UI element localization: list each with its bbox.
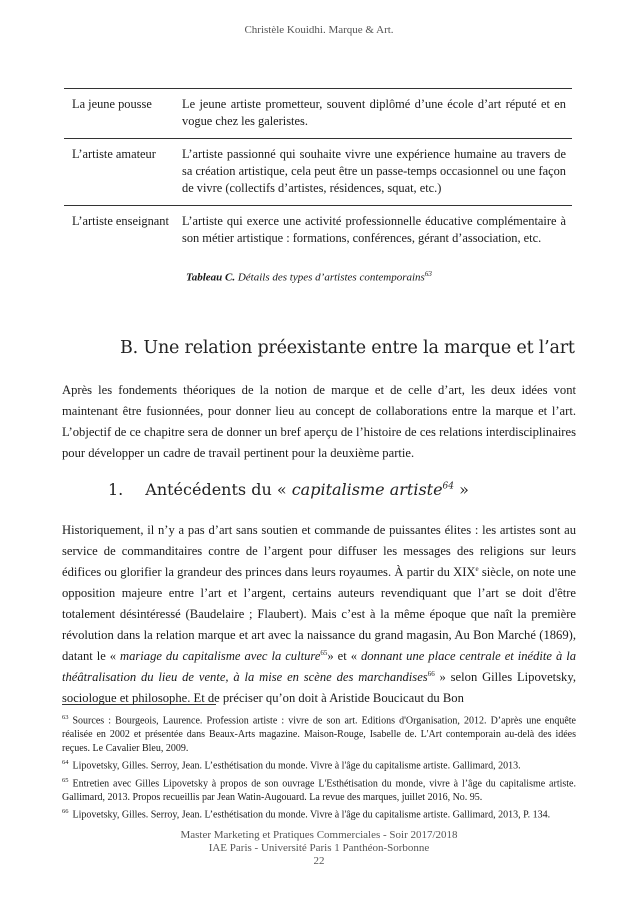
footnote-text: Sources : Bourgeois, Laurence. Profession artiste : vivre de son art. Editions d'Organisation, 2012. D’après une enquête réalisée en 2002 et présentée dans Beaux-Arts magazine. Maison-Rouge, Isabelle de. L'Art contemporain au-delà des idées reçues. Le Cavalier Bleu, 2009. — [62, 715, 576, 755]
subsection-title-end: » — [454, 480, 469, 499]
caption-label: Tableau C. — [186, 271, 236, 284]
paragraph-text: » selon Gilles Lipovetsky, sociologue et philosophe. Et de préciser qu’on doit à Aristide Boucicaut du Bon — [62, 670, 576, 705]
table-term: L’artiste amateur — [64, 139, 176, 206]
subsection-title-italic: capitalisme artiste — [291, 480, 443, 499]
footnote-number: 63 — [62, 714, 69, 721]
intro-paragraph: Après les fondements théoriques de la notion de marque et de celle d’art, les deux idées vont maintenant être fusionnées, pour donner lieu au concept de collaborations entre la marque et l’art. L’objectif de ce chapitre sera de donner un bref aperçu de l’histoire de ces relations interdisciplinaires pour développer un cadre de travail pertinent pour la deuxième partie. — [62, 383, 576, 460]
section-title-text: Une relation préexistante entre la marque et l’art — [138, 338, 575, 358]
italic-quote: mariage du capitalisme avec la culture — [120, 649, 321, 663]
footnote-ref: 65 — [320, 648, 328, 657]
paragraph-text: » et « — [327, 649, 361, 663]
running-head: Christèle Kouidhi. Marque & Art. — [244, 24, 394, 36]
footnote-text: Lipovetsky, Gilles. Serroy, Jean. L’esthétisation du monde. Vivre à l'âge du capitalisme artiste. Gallimard, 2013, P. 134. — [72, 809, 551, 821]
footnote-text: Lipovetsky, Gilles. Serroy, Jean. L’esthétisation du monde. Vivre à l'âge du capitalisme artiste. Gallimard, 2013. — [72, 760, 521, 772]
section-title — [120, 338, 575, 358]
footnote-ref: 66 — [427, 669, 435, 678]
table-term: L’artiste enseignant — [72, 214, 169, 228]
table-description: Le jeune artiste prometteur, souvent diplômé d’une école d’art réputé et en vogue chez les galeristes. — [176, 89, 572, 139]
table-row — [64, 89, 572, 139]
paragraph-text: siècle, on note une opposition majeure entre l’art et l’argent, certains auteurs revendiquant que l’art se doit d'être totalement désintéressé (Baudelaire ; Flaubert). Mais c’est à la même époque que naît la première révolution dans la relation marque et art avec la naissance du grand magasin, Au Bon Marché (1869), datant le « — [62, 565, 576, 663]
footnote — [62, 711, 576, 756]
footnotes — [62, 711, 576, 822]
table-caption — [186, 270, 432, 284]
footnote-text: Entretien avec Gilles Lipovetsky à propos de son ouvrage L'Esthétisation du monde, vivre à l’âge du capitalisme artiste. Gallimard, 2013. Propos recueillis par Jean Watin-Augouard. La revue des marques, juillet 2016, No. 95. — [62, 777, 576, 803]
footnote-number: 66 — [62, 807, 69, 815]
subsection-title — [108, 480, 469, 499]
table-row — [64, 206, 572, 256]
footnote-number: 64 — [62, 759, 69, 767]
italic-quote: donnant une place centrale et inédite à la théâtralisation du lieu de vente, à la mise en scène des marchandises — [62, 649, 576, 684]
table-term: La jeune pousse — [64, 89, 176, 139]
section-letter: B. — [120, 338, 139, 358]
artist-types-table — [64, 88, 572, 255]
footnote — [62, 756, 576, 773]
table-description: L’artiste qui exerce une activité professionnelle éducative complémentaire à son métier artistique : formations, conférences, gérant d’association, etc. — [182, 214, 566, 245]
footer-line: IAE Paris - Université Paris 1 Panthéon-Sorbonne — [208, 842, 430, 854]
page-footer — [0, 829, 638, 868]
history-paragraph — [62, 520, 576, 709]
footnote-ref: 63 — [424, 270, 432, 278]
table-description: L’artiste passionné qui souhaite vivre une expérience humaine au travers de sa création artistique, cela peut être un passe-temps occasionnel ou une façon de vivre (collectifs d’artistes, résidences, squat, etc.) — [176, 139, 572, 206]
subsection-number: 1. — [108, 480, 124, 499]
footer-line: Master Marketing et Pratiques Commerciales - Soir 2017/2018 — [180, 829, 458, 841]
footnote — [62, 774, 576, 805]
footnote-number: 65 — [62, 776, 69, 784]
table-row — [64, 139, 572, 206]
caption-text: Détails des types d’artistes contemporains — [235, 271, 425, 284]
footnote-divider — [62, 704, 216, 705]
paragraph-text: Historiquement, il n’y a pas d’art sans soutien et commande de puissantes élites : les artistes sont au service de commanditaires contre de l’argent pour diffuser les messages des religions sur leurs édifices ou glorifier la grandeur des princes dans leurs royaumes. À partir du XIX — [62, 523, 576, 579]
page-number: 22 — [313, 855, 325, 867]
footnote — [62, 805, 576, 822]
superscript: e — [475, 564, 479, 573]
footnote-ref: 64 — [442, 481, 454, 492]
subsection-title-start: Antécédents du « — [145, 480, 292, 499]
